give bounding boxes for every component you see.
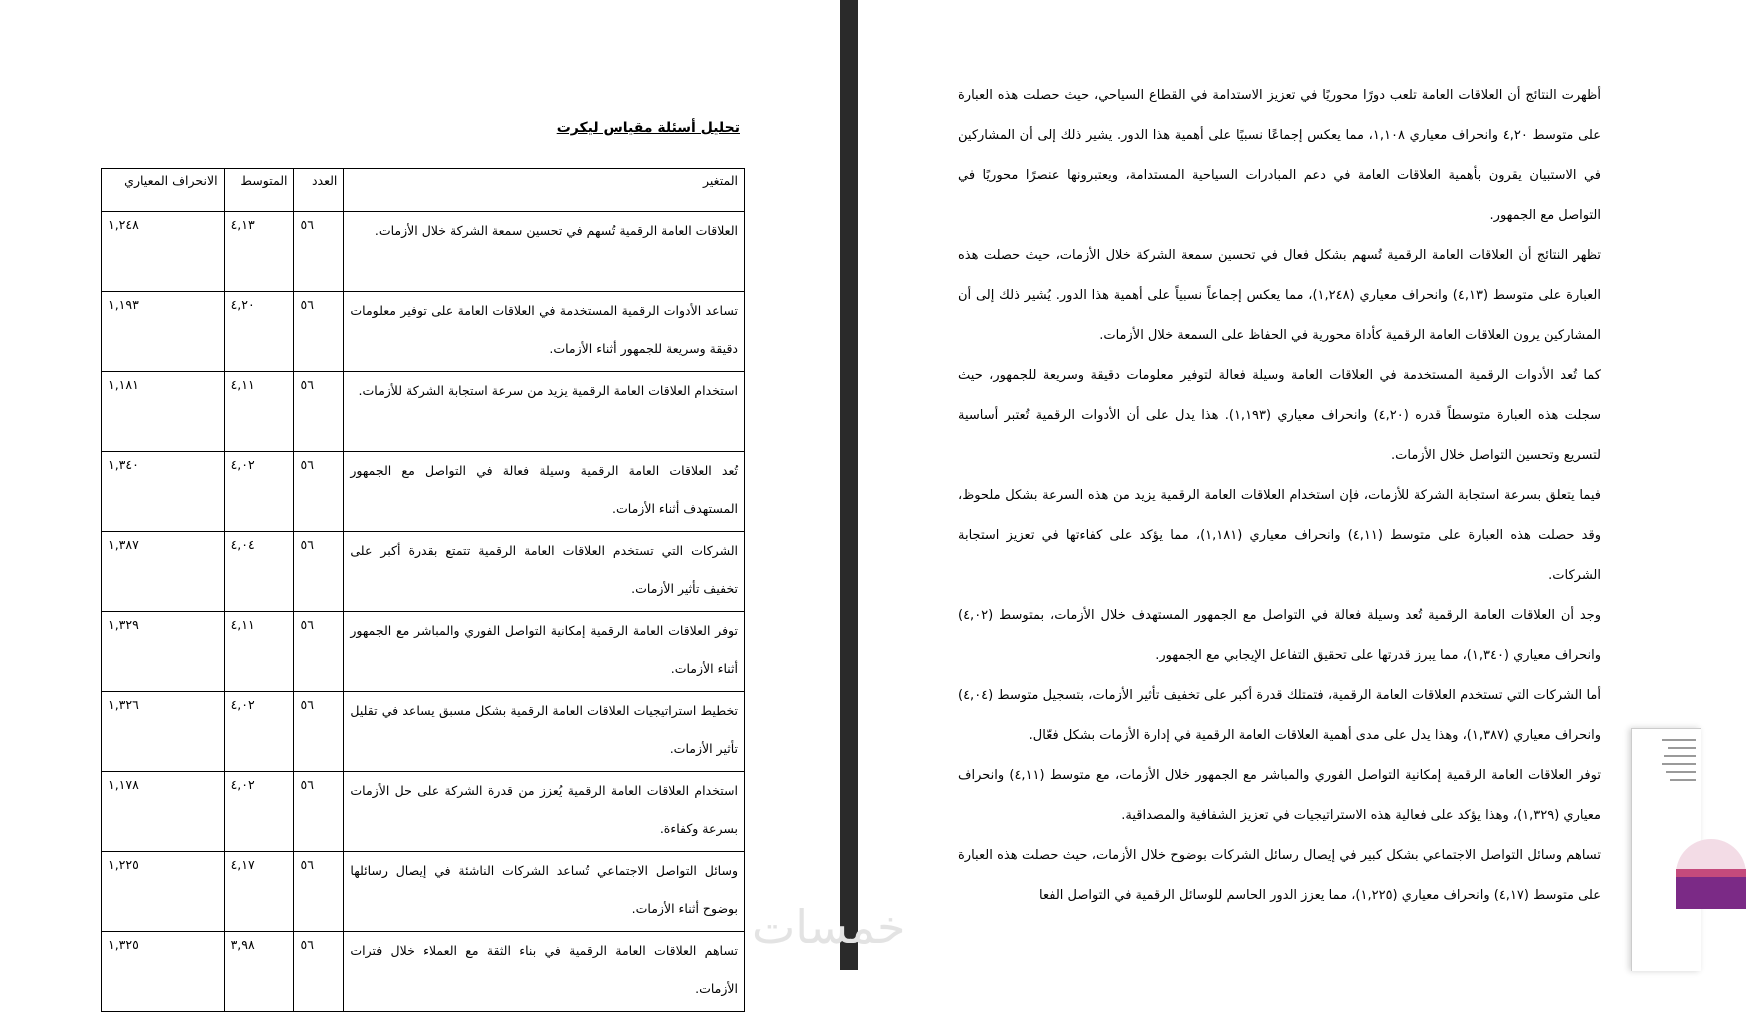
paragraph: تظهر النتائج أن العلاقات العامة الرقمية تُسهم بشكل فعال في تحسين سمعة الشركة خلال الأزمات، حيث حصلت هذه العبارة على متوسط (٤,١٣) وانحراف معياري (١,٢٤٨)، مما يعكس إجماعاً نسبياً على أهمية هذا الدور. يُشير ذلك إلى أن المشاركين يرون العلاقات العامة الرقمية كأداة محورية في الحفاظ على السمعة خلال الأزمات. — [958, 248, 1601, 343]
paragraph: كما تُعد الأدوات الرقمية المستخدمة في العلاقات العامة وسيلة فعالة لتوفير معلومات دقيقة وسريعة للجمهور، حيث سجلت هذه العبارة متوسطاً قدره (٤,٢٠) وانحراف معياري (١,١٩٣). هذا يدل على أن الأدوات الرقمية تُعتبر أساسية لتسريع وتحسين التواصل خلال الأزمات. — [958, 368, 1602, 463]
section-title: تحليل أسئلة مقياس ليكرت — [556, 120, 740, 136]
paragraph: تساهم وسائل التواصل الاجتماعي بشكل كبير في إيصال رسائل الشركات بوضوح خلال الأزمات، حيث حصلت هذه العبارة على متوسط (٤,١٧) وانحراف معياري (١,٢٢٥)، مما يعزز الدور الحاسم للوسائل الرقمية في التواصل الفعا — [958, 848, 1601, 903]
cell-sd: ١,٢٢٥ — [102, 852, 225, 932]
cell-mean: ٤,٠٤ — [224, 532, 294, 612]
header-sd: الانحراف المعياري — [102, 169, 225, 212]
table-row — [102, 692, 745, 772]
page-divider — [840, 0, 858, 970]
cell-count: ٥٦ — [294, 212, 344, 292]
cell-sd: ١,١٨١ — [102, 372, 225, 452]
cell-variable: تساهم العلاقات العامة الرقمية في بناء الثقة مع العملاء خلال فترات الأزمات. — [344, 932, 745, 1012]
cell-mean: ٤,١٣ — [224, 212, 294, 292]
cell-variable: تساعد الأدوات الرقمية المستخدمة في العلاقات العامة على توفير معلومات دقيقة وسريعة للجمهور أثناء الأزمات. — [344, 292, 745, 372]
left-page — [0, 0, 840, 996]
cell-mean: ٤,٠٢ — [224, 772, 294, 852]
paragraph: فيما يتعلق بسرعة استجابة الشركة للأزمات، فإن استخدام العلاقات العامة الرقمية يزيد من هذه السرعة بشكل ملحوظ، وقد حصلت هذه العبارة على متوسط (٤,١١) وانحراف معياري (١,١٨١)، مما يؤكد على كفاءتها في تعزيز استجابة الشركات. — [958, 488, 1601, 583]
cell-sd: ١,٣٢٩ — [102, 612, 225, 692]
table-row — [102, 292, 745, 372]
cell-sd: ١,١٧٨ — [102, 772, 225, 852]
paragraph: أما الشركات التي تستخدم العلاقات العامة الرقمية، فتمتلك قدرة أكبر على تخفيف تأثير الأزمات، بتسجيل متوسط (٤,٠٤) وانحراف معياري (١,٣٨٧)، وهذا يدل على مدى أهمية العلاقات العامة الرقمية في إدارة الأزمات بشكل فعّال. — [958, 688, 1601, 743]
cell-count: ٥٦ — [294, 532, 344, 612]
cell-count: ٥٦ — [294, 852, 344, 932]
cell-sd: ١,٣٢٦ — [102, 692, 225, 772]
cell-mean: ٤,٢٠ — [224, 292, 294, 372]
table-row — [102, 772, 745, 852]
cell-count: ٥٦ — [294, 932, 344, 1012]
cell-sd: ١,٣٨٧ — [102, 532, 225, 612]
table-row — [102, 932, 745, 1012]
cell-sd: ١,١٩٣ — [102, 292, 225, 372]
cell-count: ٥٦ — [294, 612, 344, 692]
table-row — [102, 852, 745, 932]
table-row — [102, 372, 745, 452]
cell-sd: ١,٣٢٥ — [102, 932, 225, 1012]
header-mean: المتوسط — [224, 169, 294, 212]
cell-count: ٥٦ — [294, 452, 344, 532]
thumbnail-text-line — [1662, 763, 1696, 765]
header-variable: المتغير — [344, 169, 745, 212]
cell-variable: وسائل التواصل الاجتماعي تُساعد الشركات الناشئة في إيصال رسائلها بوضوح أثناء الأزمات. — [344, 852, 745, 932]
cell-mean: ٤,١١ — [224, 612, 294, 692]
cell-variable: الشركات التي تستخدم العلاقات العامة الرقمية تتمتع بقدرة أكبر على تخفيف تأثير الأزمات. — [344, 532, 745, 612]
thumbnail-text-line — [1662, 739, 1696, 741]
cell-variable: توفر العلاقات العامة الرقمية إمكانية التواصل الفوري والمباشر مع الجمهور أثناء الأزمات. — [344, 612, 745, 692]
cell-count: ٥٦ — [294, 292, 344, 372]
cell-variable: العلاقات العامة الرقمية تُسهم في تحسين سمعة الشركة خلال الأزمات. — [344, 212, 745, 292]
cell-count: ٥٦ — [294, 692, 344, 772]
table-row — [102, 612, 745, 692]
header-count: العدد — [294, 169, 344, 212]
thumbnail-text-line — [1666, 771, 1696, 773]
paragraph: أظهرت النتائج أن العلاقات العامة تلعب دورًا محوريًا في تعزيز الاستدامة في القطاع السياحي، حيث حصلت هذه العبارة على متوسط ٤,٢٠ وانحراف معياري ١,١٠٨، مما يعكس إجماعًا نسبيًا على أهمية هذا الدور. يشير ذلك إلى أن المشاركين في الاستبيان يقرون بأهمية العلاقات العامة في دعم المبادرات السياحية المستدامة، ويعتبرونها عنصرًا محوريًا في التواصل مع الجمهور. — [958, 88, 1601, 223]
table-row — [102, 452, 745, 532]
analysis-text — [958, 76, 1601, 916]
cell-variable: استخدام العلاقات العامة الرقمية يزيد من سرعة استجابة الشركة للأزمات. — [344, 372, 745, 452]
cell-sd: ١,٣٤٠ — [102, 452, 225, 532]
thumbnail-logo — [1676, 839, 1746, 909]
cell-mean: ٤,١١ — [224, 372, 294, 452]
cell-variable: تخطيط استراتيجيات العلاقات العامة الرقمية بشكل مسبق يساعد في تقليل تأثير الأزمات. — [344, 692, 745, 772]
paragraph: وجد أن العلاقات العامة الرقمية تُعد وسيلة فعالة في التواصل مع الجمهور المستهدف خلال الأزمات، بمتوسط (٤,٠٢) وانحراف معياري (١,٣٤٠)، مما يبرز قدرتها على تحقيق التفاعل الإيجابي مع الجمهور. — [958, 608, 1601, 663]
paragraph: توفر العلاقات العامة الرقمية إمكانية التواصل الفوري والمباشر مع الجمهور خلال الأزمات، مع متوسط (٤,١١) وانحراف معياري (١,٣٢٩)، وهذا يؤكد على فعالية هذه الاستراتيجيات في تعزيز الشفافية والمصداقية. — [958, 768, 1601, 823]
cell-mean: ٤,١٧ — [224, 852, 294, 932]
watermark: خمسات — [752, 900, 906, 954]
table-header-row — [102, 169, 745, 212]
cell-mean: ٤,٠٢ — [224, 452, 294, 532]
cell-variable: استخدام العلاقات العامة الرقمية يُعزز من قدرة الشركة على حل الأزمات بسرعة وكفاءة. — [344, 772, 745, 852]
likert-table — [101, 168, 745, 1012]
table-row — [102, 212, 745, 292]
table-row — [102, 532, 745, 612]
cell-mean: ٤,٠٢ — [224, 692, 294, 772]
cell-variable: تُعد العلاقات العامة الرقمية وسيلة فعالة في التواصل مع الجمهور المستهدف أثناء الأزمات. — [344, 452, 745, 532]
cell-count: ٥٦ — [294, 372, 344, 452]
thumbnail-text-line — [1670, 779, 1696, 781]
thumbnail-text-line — [1664, 755, 1696, 757]
thumbnail-text-line — [1668, 747, 1696, 749]
page-thumbnail[interactable] — [1631, 728, 1701, 971]
cell-sd: ١,٢٤٨ — [102, 212, 225, 292]
cell-count: ٥٦ — [294, 772, 344, 852]
cell-mean: ٣,٩٨ — [224, 932, 294, 1012]
right-page — [858, 0, 1700, 970]
